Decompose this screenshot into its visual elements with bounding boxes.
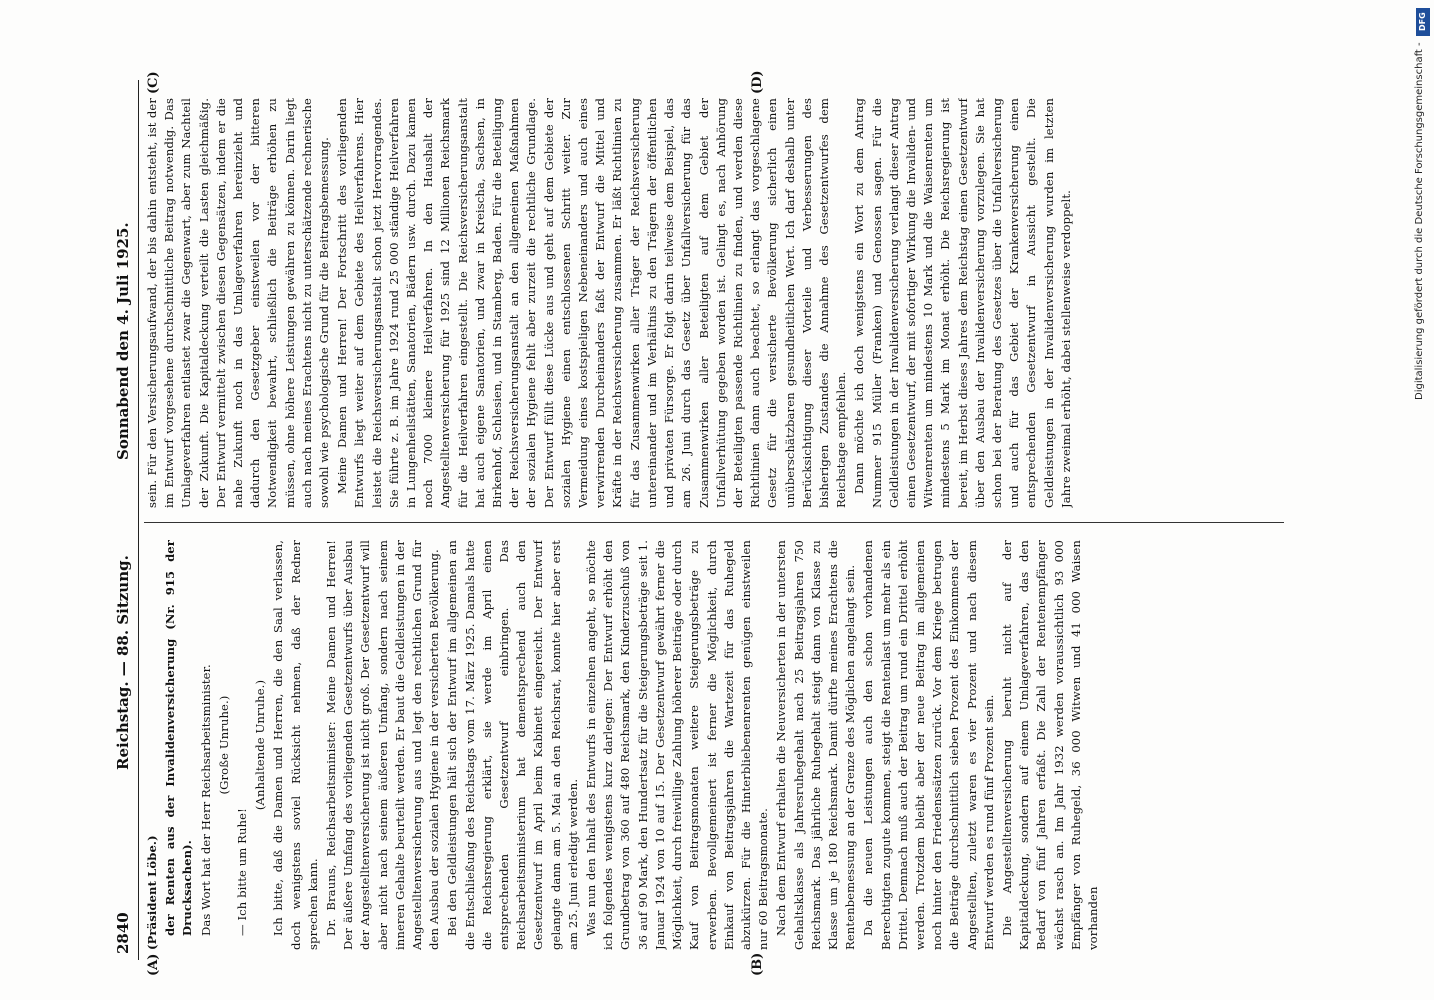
interjection: (Anhaltende Unruhe.) — [253, 679, 268, 811]
paragraph: Ich bitte, daß die Damen und Herren, die den Saal verlassen, doch wenigstens soviel Rücksicht nehmen, daß der Redner sprechen kann. — [271, 540, 320, 950]
interjection: (Große Unruhe.) — [216, 695, 231, 795]
dfg-logo: DFG — [1416, 8, 1430, 36]
paragraph: — Ich bitte um Ruhe! — [235, 808, 250, 936]
page-number: 2840 — [114, 912, 132, 954]
right-column — [144, 98, 1299, 508]
margin-marker-b: (B) — [750, 952, 765, 976]
paragraph: Was nun den Inhalt des Entwurfs in einzelnen angeht, so möchte ich folgendes wenigstens kurz darlegen: Der Entwurf erhöht den Grundbetrag von 360 auf 480 Reichsmark, den Kinderzuschuß von 36 auf 90 Mark, den Hundertsatz für die Steigerungsbeträge seit 1. Januar 1924 von 10 auf 15. Der Gesetzentwurf gewährt ferner die Möglichkeit, durch freiwillige Zahlung höherer Beiträge oder durch Kauf von Beitragsmonaten weitere Steigerungsbeträge zu erwerben. Bevollgemeinert ist ferner die Möglichkeit, durch Einkauf von Beitragsjahren die Wartezeit für das Ruhegeld abzukürzen. Für die Hinterbliebenenrenten genügen einstweilen nur 60 Beitragsmonate. — [584, 540, 771, 950]
paragraph: Dr. Brauns, Reichsarbeitsminister: Meine Damen und Herren! Der äußere Umfang des vorliegenden Gesetzentwurfs über Ausbau der Angestelltenversicherung ist nicht groß. Der Gesetzentwurf will aber nicht nach seinem äußeren Umfang, sondern nach seinem inneren Gehalte beurteilt werden. Er baut die Geldleistungen in der Angestelltenversicherung aus und legt den rechtlichen Grund für den Ausbau der sozialen Hygiene in der versicherten Bevölkerung. — [324, 540, 442, 950]
header-rule — [138, 80, 139, 960]
rotated-document-page — [110, 70, 1305, 976]
session-date: Sonnabend den 4. Juli 1925. — [114, 222, 132, 460]
session-title: Reichstag. — 88. Sitzung. — [114, 555, 132, 770]
margin-marker-d: (D) — [750, 70, 765, 94]
paragraph: Die Angestelltenversicherung beruht nicht auf der Kapitaldeckung, sondern auf einem Umlageverfahren, das den Bedarf von fünf Jahren erfaßt. Die Zahl der Rentenempfänger wächst rasch an. Im Jahr 1932 werden voraussichtlich 93 000 Empfänger von Ruhegeld, 36 000 Witwen und 41 000 Waisen vorhanden — [999, 540, 1100, 950]
digitization-credit: Digitalisierung gefördert durch die Deutsche Forschungsgemeinschaft - — [1414, 42, 1425, 400]
column-rule — [144, 522, 1284, 523]
agenda-item: der Renten aus der Invalidenversicherung (Nr. 915 der Drucksachen). — [163, 540, 195, 936]
left-column — [144, 540, 1299, 950]
paragraph: Da die neuen Leistungen auch den schon vorhandenen Berechtigten zugute kommen, steigt die Rentenlast um mehr als ein Drittel. Demnach muß auch der Beitrag um rund ein Drittel erhöht werden. Trotzdem bleibt aber der neue Beitrag im allgemeinen noch hinter den Friedenssätzen zurück. Vor dem Kriege betrugen die Beiträge durchschnittlich sieben Prozent des Einkommens der Angestellten, zuletzt waren es vier Prozent und nach diesem Entwurf werden es rund fünf Prozent sein. — [861, 540, 996, 950]
digitization-credit-bar — [1414, 10, 1432, 990]
margin-marker-a: (A) — [146, 953, 161, 976]
paragraph: Meine Damen und Herren! Der Fortschritt des vorliegenden Entwurfs liegt weiter auf dem Gebiete des Heilverfahrens. Hier leistet die Reichsversicherungsanstalt schon jetzt Hervorragendes. Sie führte z. B. im Jahre 1924 rund 25 000 ständige Heilverfahren in Lungenheilstätten, Sanatorien, Bädern usw. durch. Dazu kamen noch 7000 kleinere Heilverfahren. In den Haushalt der Angestelltenversicherung für 1925 sind 12 Millionen Reichsmark für die Heilverfahren eingestellt. Die Reichsversicherungsanstalt hat auch eigene Sanatorien, und zwar in Kreischa, Sachsen, in Birkenhof, Schlesien, und in Stamberg, Baden. Für die Beteiligung der Reichsversicherungsanstalt an den allgemeinen Maßnahmen der sozialen Hygiene fehlt aber zurzeit die rechtliche Grundlage. Der Entwurf füllt diese Lücke aus und geht auf dem Gebiete der sozialen Hygiene einen entschlossenen Schritt weiter. Zur Vermeidung eines kostspieligen Nebeneinanders und auch eines verwirrenden Durcheinanders faßt der Entwurf die Mittel und Kräfte in der Reichsversicherung zusammen. Er läßt Richtlinien zu für das Zusammenwirken aller Träger der Reichsversicherung untereinander und im Verhältnis zu den Trägern der öffentlichen und privaten Fürsorge. Er folgt darin teilweise dem Beispiel, das am 26. Juni durch das Gesetz über Unfallversicherung für das Zusammenwirken aller Beteiligten auf dem Gebiet der Unfallverhütung gegeben worden ist. Gelingt es, nach Anhörung der Beteiligten passende Richtlinien zu finden, und werden diese Richtlinien dann auch beachtet, so erlangt das vorgeschlagene Gesetz für die versicherte Bevölkerung sicherlich einen unüberschätzbaren gesundheitlichen Wert. Ich darf deshalb unter Berücksichtigung dieser Vorteile und Verbesserungen des bisherigen Zustandes die Annahme des Gesetzentwurfes dem Reichstage empfehlen. — [335, 98, 849, 508]
speaker-note: (Präsident Löbe.) — [145, 835, 159, 950]
paragraph: sein. Für den Versicherungsaufwand, der bis dahin entsteht, ist der im Entwurf vorgesehene durchschnittliche Beitrag notwendig. Das Umlageverfahren entlastet zwar die Gegenwart, aber zum Nachteil der Zukunft. Die Kapitaldeckung verteilt die Lasten gleichmäßig. Der Entwurf vermittelt zwischen diesen Gegensätzen, indem er die nahe Zukunft noch in das Umlageverfahren hereinzieht und dadurch den Gesetzgeber einstweilen vor der bitteren Notwendigkeit bewahrt, schließlich die Beiträge erhöhen zu müssen, ohne höhere Leistungen gewähren zu können. Darin liegt auch nach meines Erachtens nicht zu unterschätzende rechnerische sowohl wie psychologische Grund für die Beitragsbemessung. — [145, 98, 332, 508]
paragraph: Nach dem Entwurf erhalten die Neuversicherten in der untersten Gehaltsklasse als Jahresruhegehalt nach 25 Beitragsjahren 750 Reichsmark. Das jährliche Ruhegehalt steigt dann von Klasse zu Klasse um je 180 Reichsmark. Damit dürfte meines Erachtens die Rentenbemessung an der Grenze des Möglichen angelangt sein. — [774, 540, 858, 950]
page-header — [110, 80, 138, 960]
paragraph: Bei den Geldleistungen hält sich der Entwurf im allgemeinen an die Entschließung des Reichstags vom 17. März 1925. Damals hatte die Reichsregierung erklärt, sie werde im April einen entsprechenden Gesetzentwurf einbringen. Das Reichsarbeitsministerium hat dementsprechend auch den Gesetzentwurf im April beim Kabinett eingereicht. Der Entwurf gelangte dann am 5. Mai an den Reichsrat, konnte hier aber erst am 25. Juni erledigt werden. — [445, 540, 580, 950]
paragraph: Das Wort hat der Herr Reichsarbeitsminister. — [198, 664, 213, 936]
margin-marker-c: (C) — [146, 71, 161, 94]
paragraph: Dann möchte ich doch wenigstens ein Wort zu dem Antrag Nummer 915 Müller (Franken) und Genossen sagen. Für die Geldleistungen in der Invalidenversicherung verlangt dieser Antrag einen Gesetzentwurf, der mit sofortiger Wirkung die Invaliden- und Witwenrenten um mindestens 10 Mark und die Waisenrenten um mindestens 5 Mark im Monat erhöht. Die Reichsregierung ist bereit, im Herbst dieses Jahres dem Reichstag einen Gesetzentwurf über den Ausbau der Invalidenversicherung vorzulegen. Sie hat schon bei der Beratung des Gesetzes über die Unfallversicherung und auch für das Gebiet der Krankenversicherung einen entsprechenden Gesetzentwurf in Aussicht gestellt. Die Geldleistungen in der Invalidenversicherung wurden im letzten Jahre zweimal erhöht, dabei stellenweise verdoppelt. — [852, 98, 1073, 508]
